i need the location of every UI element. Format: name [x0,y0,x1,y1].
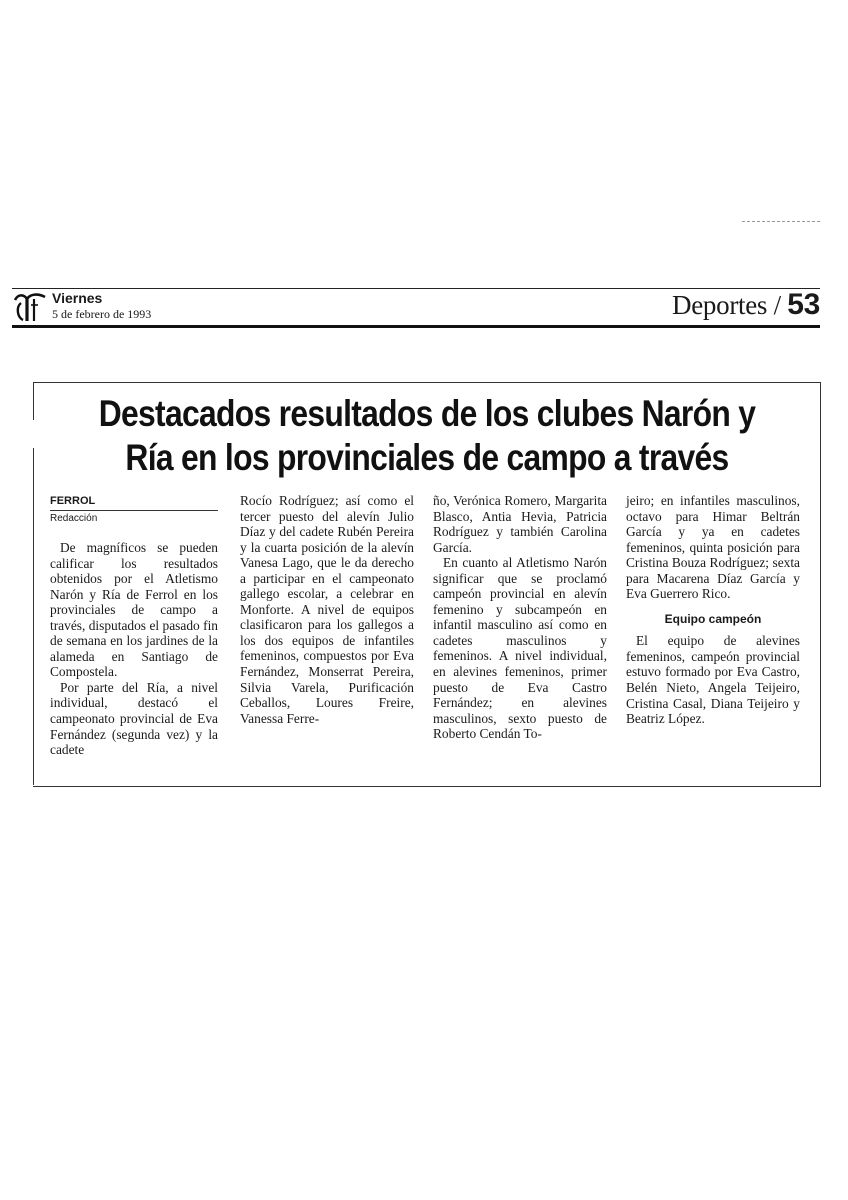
article-column-4 [626,493,800,727]
paragraph: ño, Verónica Romero, Margarita Blasco, Antia Hevia, Patricia Rodríguez y también Carolina García. [433,493,607,555]
masthead-day: Viernes [52,290,103,306]
newspaper-logo-icon [12,291,48,323]
headline-line-2: Ría en los provinciales de campo a través [125,437,729,478]
scan-mark [742,221,820,222]
byline-author: Redacción [50,513,98,524]
article-frame-left [33,382,34,420]
byline-rule [50,510,218,511]
section-label [672,288,820,322]
byline [50,495,218,524]
article-column-2 [240,493,414,726]
article-headline [94,392,760,480]
paragraph: El equipo de alevines femeninos, campeón provincial estuvo formado por Eva Castro, Belén Nieto, Angela Teijeiro, Cristina Casal, Diana Teijeiro y Beatriz López. [626,633,800,727]
byline-place: FERROL [50,495,96,507]
masthead-date: 5 de febrero de 1993 [52,307,152,321]
paragraph: En cuanto al Atletismo Narón significar que se proclamó campeón provincial en alevín femenino y subcampeón en infantil masculino así como en cadetes masculinos y femeninos. A nivel individual, en alevines femeninos, primer puesto de Eva Castro Fernández; en alevines masculinos, sexto puesto de Roberto Cendán To- [433,555,607,742]
headline-line-1: Destacados resultados de los clubes Narón y [98,393,756,434]
article-column-3 [433,493,607,742]
paragraph: Por parte del Ría, a nivel individual, destacó el campeonato provincial de Eva Fernández (segunda vez) y la cadete [50,679,218,758]
article-column-1 [50,540,218,758]
masthead-bottom-rule [12,325,820,328]
paragraph: jeiro; en infantiles masculinos, octavo para Himar Beltrán García y ya en cadetes femeninos, quinta posición para Cristina Bouza Rodríguez; sexta para Macarena Díaz García y Eva Guerrero Rico. [626,493,800,602]
paragraph: De magníficos se pueden calificar los resultados obtenidos por el Atletismo Narón y Ría de Ferrol en los provinciales de campo a través, disputados el pasado fin de semana en los jardines de la alameda en Santiago de Compostela. [50,540,218,680]
article-frame-left-lower [33,448,34,785]
page-number: 53 [787,288,820,321]
paragraph: Rocío Rodríguez; así como el tercer puesto del alevín Julio Díaz y del cadete Rubén Pereira y la cuarta posición de la alevín Vanesa Lago, que le da derecho a participar en el campeonato gallego escolar, a celebrar en Monforte. A nivel de equipos clasificaron para los gallegos a los dos equipos de infantiles femeninos, compuestos por Eva Fernández, Monserrat Pereira, Silvia Varela, Purificación Ceballos, Loures Freire, Vanessa Ferre- [240,493,414,726]
section-name: Deportes / [672,290,781,320]
article-subhead: Equipo campeón [664,611,762,626]
